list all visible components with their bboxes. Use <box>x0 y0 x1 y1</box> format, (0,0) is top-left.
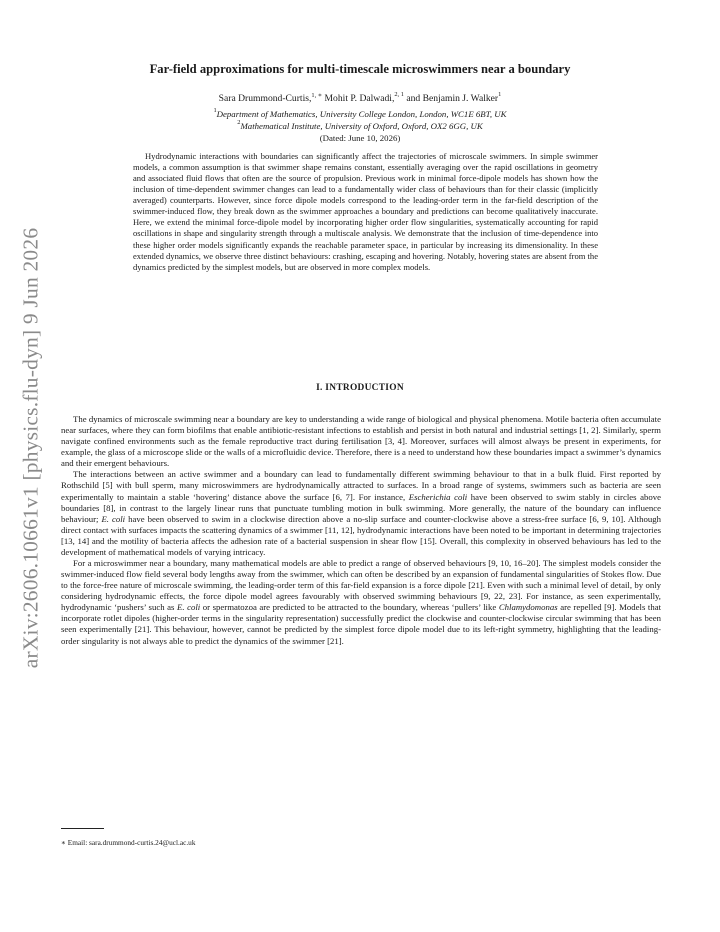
body-paragraph <box>61 414 661 469</box>
paragraph-text: are repelled [9]. Models that incorporate rotlet dipoles (higher-order terms in the singularity representation) successfully predict the clockwise and counter-clockwise circular swimming that has been seen experimentally [21]. This behaviour, however, cannot be predicted by the simplest force dipole model due to its left-right symmetry, highlighting that the leading-order singularity is not always able to predict the dynamics of the swimmer [21]. <box>61 602 662 646</box>
abstract <box>133 151 598 273</box>
affiliation-text: Mathematical Institute, University of Oxford, Oxford, OX2 6GG, UK <box>240 121 483 131</box>
paragraph-text: have been observed to swim stably in circles above boundaries [8], in contrast to the largely linear runs that punctuate tumbling motion in bulk swimming. More generally, the nature of the boundary can influence behaviour; <box>61 491 661 524</box>
author-affiliation-marker: 1, ∗ <box>311 92 323 99</box>
author-name: Sara Drummond-Curtis, <box>218 93 312 104</box>
introduction-body <box>61 414 661 647</box>
body-paragraph <box>61 558 661 647</box>
footnote-divider <box>61 828 104 829</box>
affiliation-line <box>60 121 660 131</box>
author-affiliation-marker: 2, 1 <box>394 91 404 98</box>
affiliation-line <box>60 109 660 119</box>
italic-term: Chlamydomonas <box>498 602 558 613</box>
paragraph-text: For a microswimmer near a boundary, many mathematical models are able to predict a range of observed behaviours [9, 10, 16–20]. The simplest models consider the swimmer-induced flow field several body lengths away from the swimmer, which can often be described by an expansion of fundamental singularities of Stokes flow. Due to the force-free nature of microscale swimming, the leading-order term of this far-field expansion is a force dipole [21]. Even with such a minimal level of detail, by only considering hydrodynamic effects, the force dipole model agrees favourably with observed swimming behaviours [9, 22, 23]. For instance, as seen experimentally, hydrodynamic ‘pushers’ such as <box>61 558 661 613</box>
dated-line: (Dated: June 10, 2026) <box>319 133 401 143</box>
footnote-email: ∗ Email: sara.drummond-curtis.24@ucl.ac.uk <box>61 838 196 847</box>
section-heading-introduction: I. INTRODUCTION <box>316 383 404 393</box>
author-list <box>60 93 660 104</box>
author-name: and Benjamin J. Walker <box>403 93 499 104</box>
paragraph-text: The dynamics of microscale swimming near a boundary are key to understanding a wide range of biological and physical phenomena. Motile bacteria often accumulate near surfaces, where they can form biofilms that enable antibiotic-resistant infections to establish and persist in both natural and industrial settings [1, 2]. Similarly, sperm navigate confined environments such as the female reproductive tract during fertilisation [3, 4]. Moreover, surfaces will almost always be present in experiments, for example, the glass of a microscope slide or the walls of a microfluidic device. Therefore, there is a need to understand how these boundaries impact a swimmer’s dynamics and their emergent behaviours. <box>61 414 661 469</box>
italic-term: E. coli <box>101 513 126 524</box>
body-paragraph <box>61 469 661 558</box>
paragraph-text: have been observed to swim in a clockwise direction above a no-slip surface and counter-clockwise above a stress-free surface [6, 9, 10]. Although direct contact with surfaces impacts the scattering dynamics of a swimmer [11, 12], hydrodynamic interactions have been noted to be important in determining trajectories [13, 14] and the motility of bacteria affects the adhesion rate of a bacterial suspension in shear flow [15]. Overall, this complexity in observed behaviours has led to the development of mathematical models of varying intricacy. <box>61 513 661 557</box>
italic-term: Escherichia coli <box>408 491 468 502</box>
abstract-text: Hydrodynamic interactions with boundaries can significantly affect the trajectories of microscale swimmers. In simple swimmer models, a common assumption is that swimmer shape remains constant, essentially averaging over the rapid oscillations in geometry and associated fluid flows that often are the source of propulsion. Previous work in minimal force-dipole models has shown how the inclusion of time-dependent swimmer changes can lead to a fundamentally wider class of behaviours than for their classic (implicitly averaged) counterparts. However, since force dipole models correspond to the leading-order term in the far-field description of the swimmer-induced flow, they break down as the swimmer approaches a boundary and predictions can become qualitatively inaccurate. Here, we extend the minimal force-dipole model by incorporating higher order flow singularities, systematically accounting for rapid oscillations in shape and singularity strength through a multiscale analysis. We demonstrate that the inclusion of time-dependence into these higher order models significantly expands the reachable parameter space, in particular by increasing its dimensionality. In these extended dynamics, we observe three distinct behaviours: crashing, escaping and hovering. Notably, hovering states are absent from the dynamics predicted by the simplest models, but are observed in more complex models. <box>133 151 598 272</box>
affiliation-marker: 2 <box>237 119 241 126</box>
author-affiliation-marker: 1 <box>498 91 502 98</box>
paper-title: Far-field approximations for multi-timescale microswimmers near a boundary <box>149 62 571 76</box>
affiliation-marker: 1 <box>213 107 217 114</box>
paragraph-text: The interactions between an active swimmer and a boundary can lead to fundamentally different swimming behaviour to that in a bulk fluid. First reported by Rothschild [5] with bull sperm, many microswimmers are hydrodynamically attracted to surfaces. In a broad range of systems, swimmers such as bacteria are seen experimentally to maintain a stable ‘hovering’ distance above the surface [6, 7]. For instance, <box>61 469 661 502</box>
arxiv-identifier-stamp <box>19 218 43 678</box>
italic-term: E. coli <box>177 602 201 613</box>
arxiv-identifier-text: arXiv:2606.10661v1 [physics.flu-dyn] 9 Jun 2026 <box>18 227 43 669</box>
author-name: Mohit P. Dalwadi, <box>322 93 395 104</box>
affiliation-text: Department of Mathematics, University College London, London, WC1E 6BT, UK <box>216 109 507 119</box>
paragraph-text: or spermatozoa are predicted to be attracted to the boundary, whereas ‘pullers’ like <box>200 602 499 613</box>
